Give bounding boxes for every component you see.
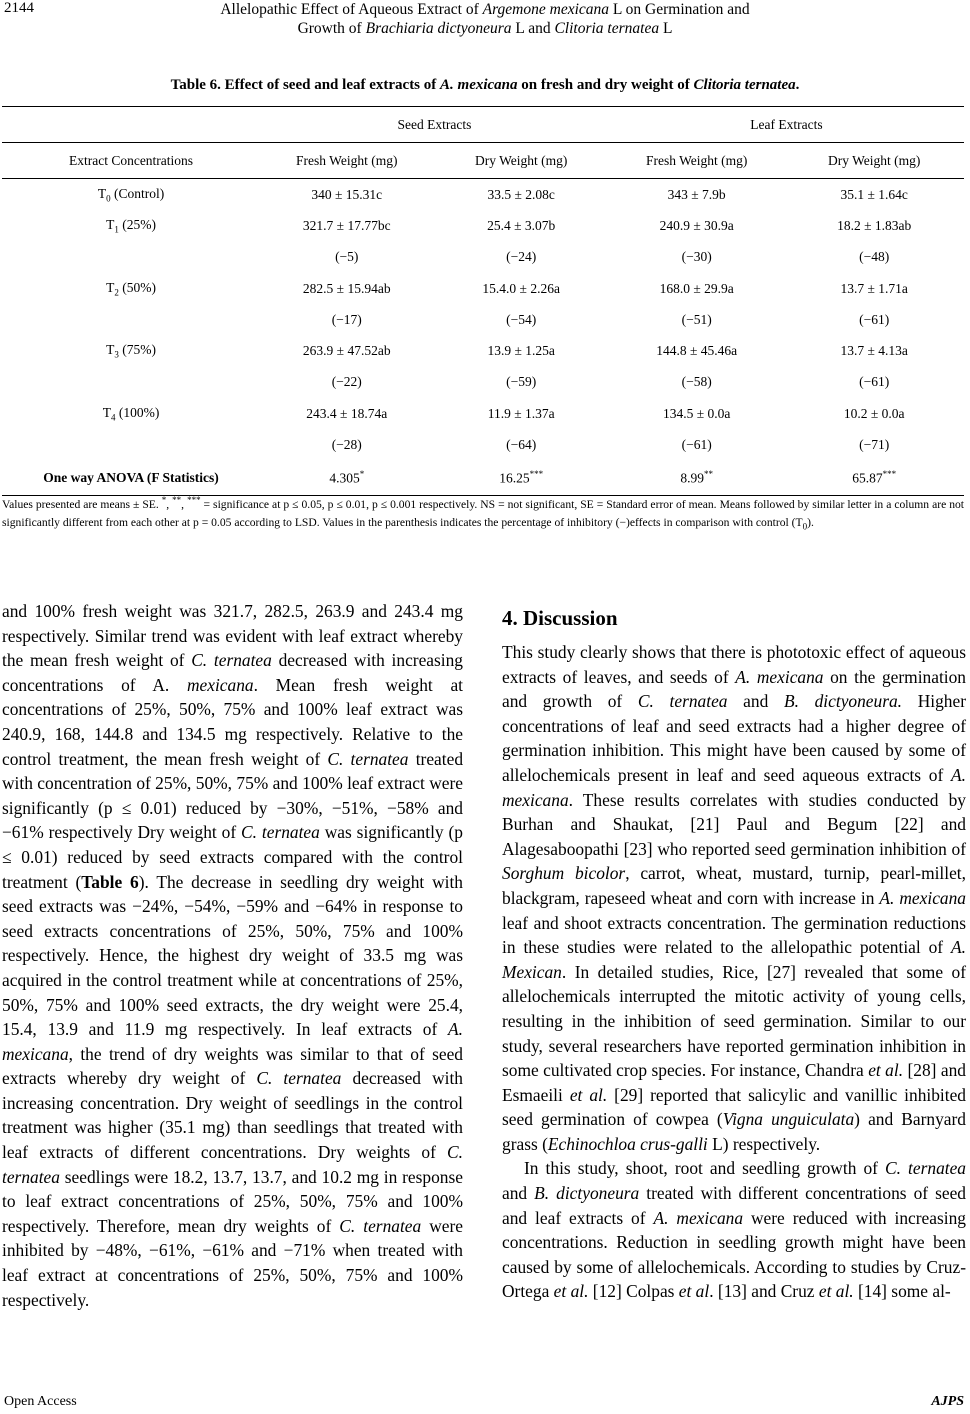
table-cell: (−59) (506, 374, 537, 390)
row-label: $T_4$ (100%) (102, 404, 160, 423)
table-row (2, 398, 964, 429)
table-cell: 282.5 ± 15.94ab (302, 280, 391, 296)
table-cell: 10.2 ± 0.0a (843, 405, 905, 421)
left-column (2, 599, 463, 1312)
section-title-discussion: 4. Discussion (502, 606, 618, 630)
table-cell: (−64) (506, 437, 537, 453)
table-row (2, 179, 964, 211)
anova-label: One way ANOVA (F Statistics) (2, 461, 260, 496)
table-cell: (−58) (681, 374, 712, 390)
col-header-seed-fresh: Fresh Weight (mg) (260, 143, 433, 179)
table-cell: (−5) (335, 249, 359, 265)
right-column (502, 606, 966, 1304)
seed-extracts-group-header: Seed Extracts (260, 107, 609, 143)
row-label (2, 429, 260, 460)
table-cell: 25.4 ± 3.07b (487, 217, 556, 233)
anova-value: 16.25*** (433, 461, 608, 496)
row-label: $T_0$ (Control) (97, 185, 165, 204)
table-cell: 13.7 ± 1.71a (840, 280, 908, 296)
footer-journal: AJPS (931, 1394, 964, 1409)
table-cell: 15.4.0 ± 2.26a (482, 280, 560, 296)
row-label: $T_2$ (50%) (106, 279, 156, 298)
leaf-extracts-group-header: Leaf Extracts (609, 107, 964, 143)
table-column-header-row (2, 143, 964, 179)
table-cell: 263.9 ± 47.52ab (302, 343, 391, 359)
table-cell: (−61) (681, 437, 712, 453)
table-footnote: Values presented are means ± SE. *, **, *** = significance at p ≤ 0.05, p ≤ 0.01, p ≤ 0.001 respectively. NS = not significant, SE = Standard error of mean. Means followed by similar letter in a column are not significantly different from each other at p = 0.05 according to LSD. Values in the parenthesis indicates the percentage of inhibitory (−)effects in comparison with control $(T_0)$. (2, 495, 965, 532)
table-row (2, 210, 964, 241)
row-label: $T_3$ (75%) (106, 342, 156, 360)
table-cell: (−54) (506, 311, 537, 327)
row-label (2, 304, 260, 335)
table-cell: (−28) (331, 437, 362, 453)
table-cell: 11.9 ± 1.37a (487, 405, 555, 421)
running-head-line2: Growth of Brachiaria dictyoneura L and Clitoria ternatea L (297, 20, 673, 37)
col-header-seed-dry: Dry Weight (mg) (433, 143, 608, 179)
table-cell: (−51) (681, 311, 712, 327)
col-header-concentration: Extract Concentrations (2, 143, 260, 179)
table-cell: (−61) (859, 374, 890, 390)
table-cell: 243.4 ± 18.74a (306, 405, 388, 421)
table-cell: (−17) (331, 311, 362, 327)
table-row (2, 273, 964, 304)
table-cell: 33.5 ± 2.08c (487, 186, 555, 202)
row-label (2, 367, 260, 398)
table-row (2, 429, 964, 460)
table-cell: (−30) (681, 249, 712, 265)
table-row (2, 304, 964, 335)
table-cell: (−22) (331, 374, 362, 390)
discussion-paragraph-2: In this study, shoot, root and seedling growth of C. ternatea and B. dictyoneura treated with different concentrations of seed and leaf extracts of A. mexicana were reduced with increasing concentrations. Reduction in seedling growth might have been caused by some of allelochemicals. According to studies by Cruz-Ortega et al. [12] Colpas et al. [13] and Cruz et al. [14] some al- (502, 1158, 967, 1302)
table-cell: 340 ± 15.31c (311, 186, 383, 202)
page-number: 2144 (4, 0, 34, 16)
discussion-paragraph-1: This study clearly shows that there is phototoxic effect of aqueous extracts of leaves, and seeds of A. mexicana on the germination and growth of C. ternatea and B. dictyoneura. Higher concentrations of leaf and seed extracts had a higher degree of germination inhibition. This might have been caused by some of allelochemicals present in leaf and seed aqueous extracts of A. mexicana. These results correlates with studies conducted by Burhan and Shaukat, [21] Paul and Begum [22] and Alagesaboopathi [23] who reported seed germination inhibition of Sorghum bicolor, carrot, wheat, mustard, turnip, pearl-millet, blackgram, rapeseed wheat and corn with increase in A. mexicana leaf and shoot extracts concentration. The germination reductions in these studies were related to the allelopathic potential of A. Mexican. In detailed studies, Rice, [27] revealed that some of allelochemicals interrupted the mitotic activity of young cells, resulting in the inhibition of seed germination. Similar to our study, several researchers have reported germination inhibition in some cultivated crop species. For instance, Chandra et al. [28] and Esmaeili et al. [29] reported that salicylic and vanillic inhibited seed germination of cowpea (Vigna unguiculata) and Barnyard grass (Echinochloa crus-galli L) respectively. (502, 642, 967, 1154)
col-header-leaf-dry: Dry Weight (mg) (784, 143, 964, 179)
table-body (2, 179, 964, 461)
data-table (2, 106, 964, 496)
table-cell: 13.9 ± 1.25a (487, 343, 555, 359)
table-cell: (−24) (506, 249, 537, 265)
table-row (2, 367, 964, 398)
anova-value: 8.99** (609, 461, 784, 496)
table-cell: 168.0 ± 29.9a (659, 280, 734, 296)
anova-row (2, 461, 964, 496)
table-cell: 13.7 ± 4.13a (840, 343, 908, 359)
footer-open-access: Open Access (4, 1394, 77, 1409)
running-head (0, 0, 970, 38)
anova-value: 65.87*** (784, 461, 964, 496)
table-cell: 18.2 ± 1.83ab (837, 217, 912, 233)
row-label (2, 242, 260, 273)
table-cell: 134.5 ± 0.0a (662, 405, 731, 421)
table-cell: 240.9 ± 30.9a (659, 217, 734, 233)
col-header-leaf-fresh: Fresh Weight (mg) (609, 143, 784, 179)
table-cell: (−71) (859, 437, 890, 453)
table-cell: 35.1 ± 1.64c (840, 186, 908, 202)
table-cell: (−48) (859, 249, 890, 265)
left-paragraph: and 100% fresh weight was 321.7, 282.5, 263.9 and 243.4 mg respectively. Similar trend was evident with leaf extract whereby the mean fresh weight of C. ternatea decreased with increasing concentrations of A. mexicana. Mean fresh weight at concentrations of 25%, 50%, 75% and 100% leaf extract was 240.9, 168, 144.8 and 134.5 mg respectively. Relative to the control treatment, the mean fresh weight of C. ternatea treated with concentration of 25%, 50%, 75% and 100% leaf extract were significantly (p ≤ 0.01) reduced by −30%, −51%, −58% and −61% respectively Dry weight of C. ternatea was significantly (p ≤ 0.01) reduced by seed extracts compared with the control treatment (Table 6). The decrease in seedling dry weight with seed extracts was −24%, −54%, −59% and −64% in response to seed extracts concentrations of 25%, 50%, 75% and 100% respectively. Hence, the highest dry weight of 33.5 mg was acquired in the control treatment while at concentrations of 25%, 50%, 75% and 100% seed extracts, the dry weight were 25.4, 15.4, 13.9 and 11.9 mg respectively. In leaf extracts of A. mexicana, the trend of dry weights was similar to that of seed extracts whereby dry weight of C. ternatea decreased with increasing concentration. Dry weight of seedlings in the control treatment was higher (35.1 mg) than seedlings that treated with leaf extracts of different concentrations. Dry weights of C. ternatea seedlings were 18.2, 13.7, 13.7, and 10.2 mg in response to leaf extract concentrations of 25%, 50%, 75% and 100% respectively. Therefore, mean dry weights of C. ternatea were inhibited by −48%, −61%, −61% and −71% when treated with leaf extract at concentrations of 25%, 50%, 75% and 100% respectively. (2, 601, 464, 1310)
table-row (2, 242, 964, 273)
table-caption: Table 6. Effect of seed and leaf extracts of A. mexicana on fresh and dry weight of Clitoria ternatea. (170, 77, 800, 93)
anova-value: 4.305* (260, 461, 433, 496)
table-cell: 343 ± 7.9b (667, 186, 726, 202)
running-head-line1: Allelopathic Effect of Aqueous Extract of Argemone mexicana L on Germination and (220, 1, 750, 18)
row-label: $T_1$ (25%) (106, 217, 156, 235)
table-cell: 144.8 ± 45.46a (656, 343, 738, 359)
table-row (2, 335, 964, 366)
table-cell: (−61) (859, 311, 890, 327)
page-header (0, 0, 970, 50)
table-cell: 321.7 ± 17.77bc (302, 217, 391, 233)
table-group-header-row (2, 107, 964, 143)
